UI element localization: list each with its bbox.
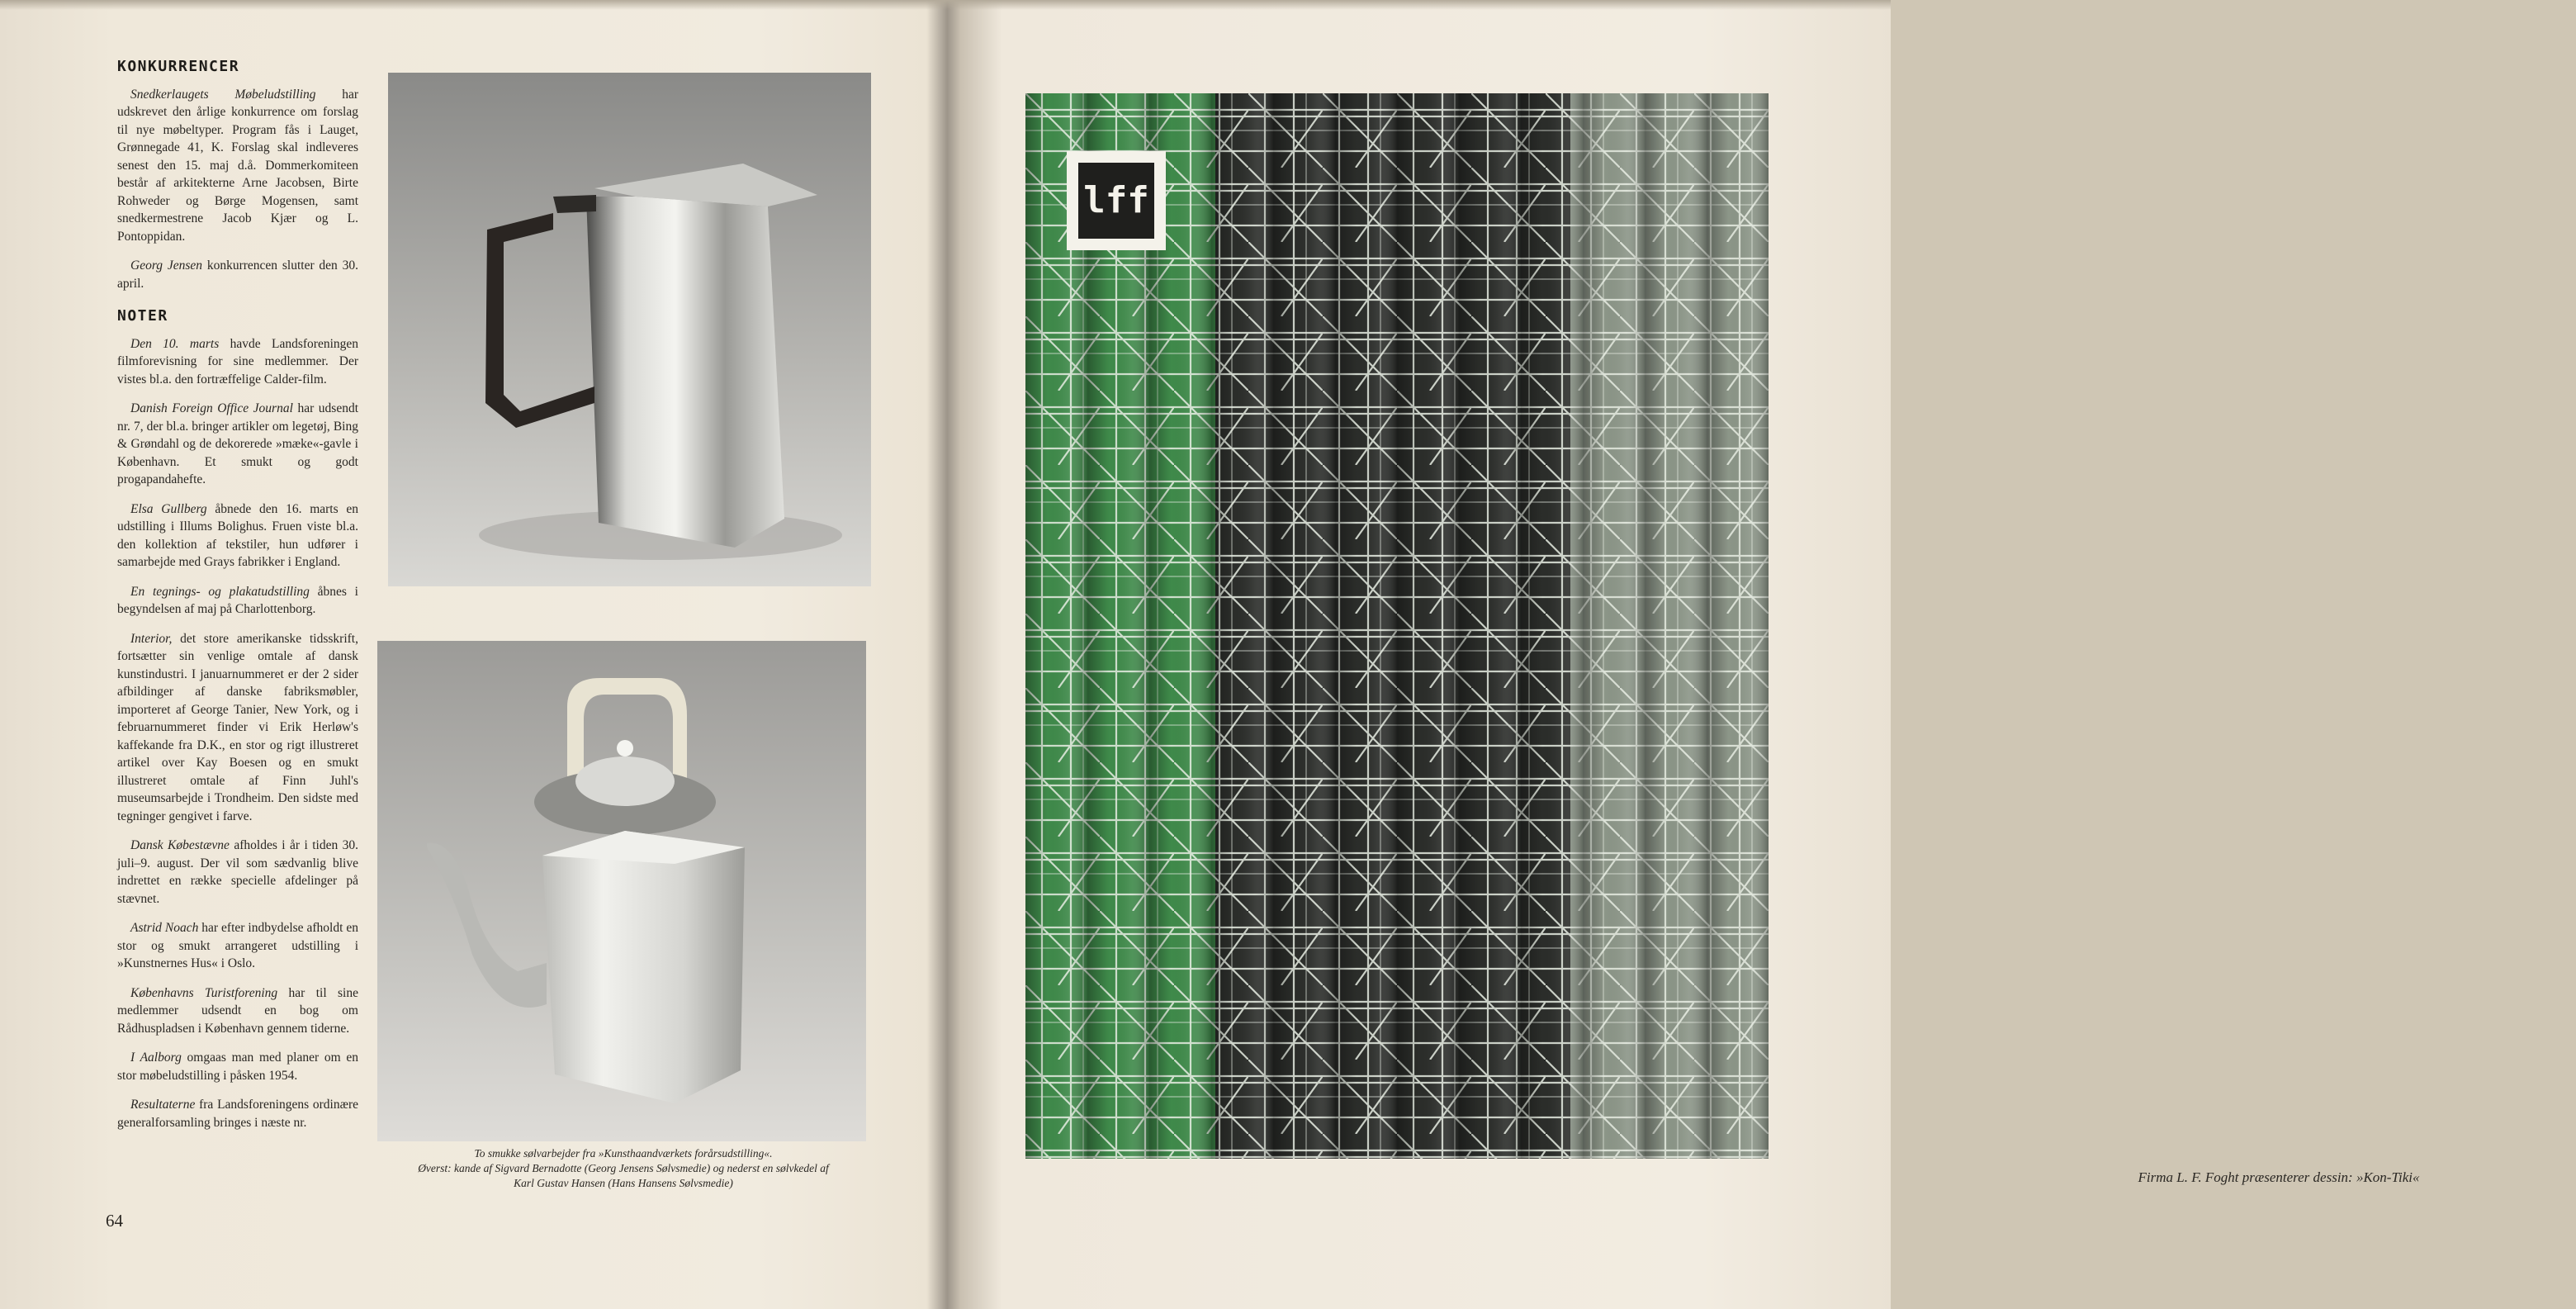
left-page (0, 0, 949, 1309)
caption-line: Øverst: kande af Sigvard Bernadotte (Georg Jensens Sølvsmedie) og nederst en sølvkedel af (418, 1162, 829, 1174)
paragraph: Astrid Noach har efter indbydelse afholdt en stor og smukt arrangeret udstilling i »Kunstnernes Hus« i Oslo. (117, 921, 358, 970)
section-heading-noter: NOTER (117, 307, 168, 325)
section-heading-konkurrencer: KONKURRENCER (117, 58, 240, 75)
right-page (958, 0, 2420, 1309)
caption-line: To smukke sølvarbejder fra »Kunsthaandværkets forårsudstilling«. (474, 1147, 773, 1160)
paragraph: Elsa Gullberg åbnede den 16. marts en udstilling i Illums Bolighus. Fruen viste bl.a. den kollektion af tekstiler, hun udfører i samarbejde med Grays fabrikker i England. (117, 501, 358, 569)
paragraph: Dansk Købestævne afholdes i år i tiden 30. juli–9. august. Der vil som sædvanlig blive indrettet en række specielle afdelinger på stævnet. (117, 838, 358, 906)
curtain-fold (1335, 93, 1397, 1159)
curtain-fold (1521, 93, 1583, 1159)
curtain-fold (1459, 93, 1521, 1159)
lff-logo: lff (1083, 179, 1149, 221)
curtain-fold (1149, 93, 1211, 1159)
paragraph: Georg Jensen konkurrencen slutter den 30. april. (117, 258, 359, 291)
photo-caption (388, 1146, 859, 1191)
paragraph: Danish Foreign Office Journal har udsendt nr. 7, der bl.a. bringer artikler om legetøj, Bing & Grøndahl og de dekorerede »mæke«-gavle i København. Et smukt og godt progapandahefte. (117, 401, 358, 486)
curtain-fold (1025, 93, 1087, 1159)
photo-silver-kettle (377, 641, 866, 1141)
curtain-fold (1707, 93, 1769, 1159)
page-number: 64 (106, 1211, 123, 1231)
textile-caption: Firma L. F. Foght præsenterer dessin: »Kon-Tiki« (2138, 1169, 2420, 1185)
curtain-fold (1087, 93, 1149, 1159)
paragraph: En tegnings- og plakatudstilling åbnes i begyndelsen af maj på Charlottenborg. (117, 584, 358, 616)
paragraph: Interior, det store amerikanske tidsskrift, fortsætter sin venlige omtale af dansk kunstindustri. I januarnummeret er der 2 sider afbildinger af danske fabriksmøbler, importeret af George Tanier, New York, og i februarnummeret finder vi Erik Herløw's kaffekande fra D.K., en stor og rigt illustreret artikel over Kay Boesen og en smukt illustreret omtale af Finn Juhl's museumsarbejde i Trondheim. Den sidste med tegninger gengivet i farve. (117, 631, 358, 823)
paragraph: Resultaterne fra Landsforeningens ordinære generalforsamling bringes i næste nr. (117, 1098, 358, 1130)
photo-silver-pitcher (388, 73, 871, 586)
paragraph: Den 10. marts havde Landsforeningen filmforevisning for sine medlemmer. Der vistes bl.a. den fortræffelige Calder-film. (117, 336, 359, 387)
curtain-fold (1645, 93, 1707, 1159)
textile-curtain-photo (1025, 93, 1769, 1159)
paragraph: Københavns Turistforening har til sine medlemmer udsendt en bog om Rådhuspladsen i København gennem tiderne. (117, 985, 358, 1036)
curtain-fold (1273, 93, 1335, 1159)
caption-line: Karl Gustav Hansen (Hans Hansens Sølvsmedie) (514, 1177, 733, 1189)
article-column (117, 58, 358, 1143)
curtain-fold (1211, 93, 1273, 1159)
paragraph: I Aalborg omgaas man med planer om en stor møbeludstilling i påsken 1954. (117, 1051, 358, 1083)
curtain-fold (1583, 93, 1645, 1159)
paragraph: Snedkerlaugets Møbeludstilling har udskrevet den årlige konkurrence om forslag til nye møbeltyper. Program fås i Lauget, Grønnegade 41, K. Forslag skal indleveres senest den 15. maj d.å. Dommerkomiteen består af arkitekterne Arne Jacobsen, Birte Rohweder og Børge Mogensen, samt snedkermestrene Jacob Kjær og L. Pontoppidan. (117, 87, 358, 244)
curtain-fold (1397, 93, 1459, 1159)
